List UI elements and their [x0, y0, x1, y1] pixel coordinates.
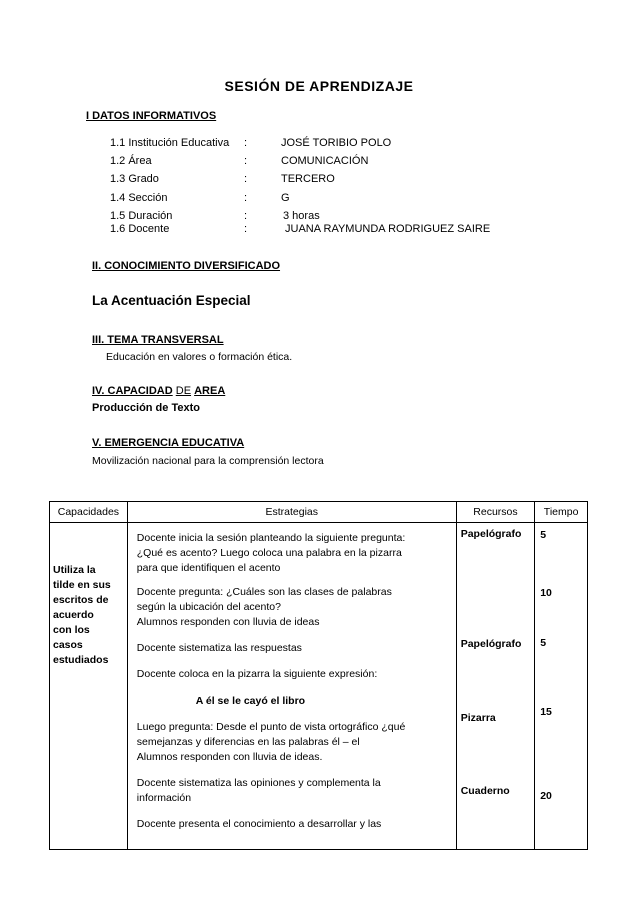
page-title: SESIÓN DE APRENDIZAJE [224, 78, 414, 94]
conocimiento-heading: II. CONOCIMIENTO DIVERSIFICADO [92, 260, 281, 272]
datos-value: G [281, 192, 290, 204]
strategy-line: Docente coloca en la pizarra la siguiente expresión: [136, 668, 378, 680]
capacidad-line: estudiados [53, 654, 109, 666]
datos-value: COMUNICACIÓN [281, 155, 369, 167]
datos-value: JUANA RAYMUNDA RODRIGUEZ SAIRE [285, 223, 491, 235]
tema-heading: III. TEMA TRANSVERSAL [92, 334, 224, 346]
strategy-line: Docente presenta el conocimiento a desarrollar y las [136, 818, 382, 830]
capacidad-cell [50, 523, 128, 850]
strategy-line: Alumnos responden con lluvia de ideas. [136, 751, 323, 763]
tiempo-value: 5 [540, 637, 547, 649]
table-row [50, 523, 588, 850]
tiempo-cell [535, 523, 588, 850]
recurso-item: Pizarra [460, 712, 496, 724]
datos-label: 1.3 Grado [110, 173, 159, 185]
datos-sep: : [244, 155, 248, 167]
strategy-line: semejanzas y diferencias en las palabras él – el [136, 736, 360, 748]
datos-label: 1.6 Docente [110, 223, 170, 235]
datos-label: 1.4 Sección [110, 192, 168, 204]
strategy-line: Alumnos responden con lluvia de ideas [136, 616, 320, 628]
tema-text: Educación en valores o formación ética. [106, 351, 293, 363]
strategy-expression: A él se le cayó el libro [195, 695, 306, 707]
datos-label: 1.5 Duración [110, 210, 173, 222]
capacidad-heading-a: IV. CAPACIDAD [92, 385, 173, 397]
header-estrategias: Estrategias [127, 502, 456, 523]
datos-sep: : [244, 173, 248, 185]
session-table [49, 501, 588, 850]
estrategias-cell [127, 523, 456, 850]
strategy-line: para que identifiquen el acento [136, 562, 281, 574]
datos-value: 3 horas [283, 210, 320, 222]
tiempo-value: 10 [540, 587, 552, 599]
strategy-line: Docente inicia la sesión planteando la siguiente pregunta: [136, 532, 406, 544]
datos-label: 1.1 Institución Educativa [110, 137, 230, 149]
datos-heading: I DATOS INFORMATIVOS [86, 110, 217, 122]
capacidad-line: escritos de [53, 594, 109, 606]
datos-sep: : [244, 137, 248, 149]
recurso-item: Cuaderno [460, 785, 510, 797]
recurso-item: Papelógrafo [460, 528, 522, 540]
strategy-line: Docente sistematiza las respuestas [136, 642, 302, 654]
datos-sep: : [244, 223, 248, 235]
conocimiento-topic: La Acentuación Especial [92, 293, 251, 308]
capacidad-heading-c: AREA [194, 385, 226, 397]
tiempo-value: 20 [540, 790, 552, 802]
table-header-row [50, 502, 588, 523]
capacidad-text: Producción de Texto [92, 402, 200, 414]
emergencia-text: Movilización nacional para la comprensión lectora [92, 455, 324, 467]
strategy-line: ¿Qué es acento? Luego coloca una palabra en la pizarra [136, 547, 402, 559]
strategy-line: Luego pregunta: Desde el punto de vista ortográfico ¿qué [136, 721, 406, 733]
strategy-line: información [136, 792, 192, 804]
capacidad-line: con los [53, 624, 90, 636]
datos-value: JOSÉ TORIBIO POLO [281, 137, 392, 149]
capacidad-heading [92, 385, 225, 397]
header-recursos: Recursos [456, 502, 535, 523]
header-capacidades: Capacidades [50, 502, 128, 523]
datos-value: TERCERO [281, 173, 335, 185]
tiempo-value: 5 [540, 529, 547, 541]
capacidad-line: casos [53, 639, 83, 651]
strategy-line: Docente sistematiza las opiniones y complementa la [136, 777, 381, 789]
datos-sep: : [244, 210, 248, 222]
strategy-line: Docente pregunta: ¿Cuáles son las clases de palabras [136, 586, 392, 598]
emergencia-heading: V. EMERGENCIA EDUCATIVA [92, 437, 245, 449]
header-tiempo: Tiempo [535, 502, 588, 523]
recursos-cell [456, 523, 535, 850]
datos-sep: : [244, 192, 248, 204]
recurso-item: Papelógrafo [460, 638, 522, 650]
datos-label: 1.2 Área [110, 155, 152, 167]
strategy-line: según la ubicación del acento? [136, 601, 281, 613]
capacidad-line: tilde en sus [53, 579, 111, 591]
capacidad-heading-b: DE [175, 385, 192, 397]
capacidad-line: Utiliza la [53, 564, 96, 576]
tiempo-value: 15 [540, 706, 552, 718]
capacidad-line: acuerdo [53, 609, 94, 621]
